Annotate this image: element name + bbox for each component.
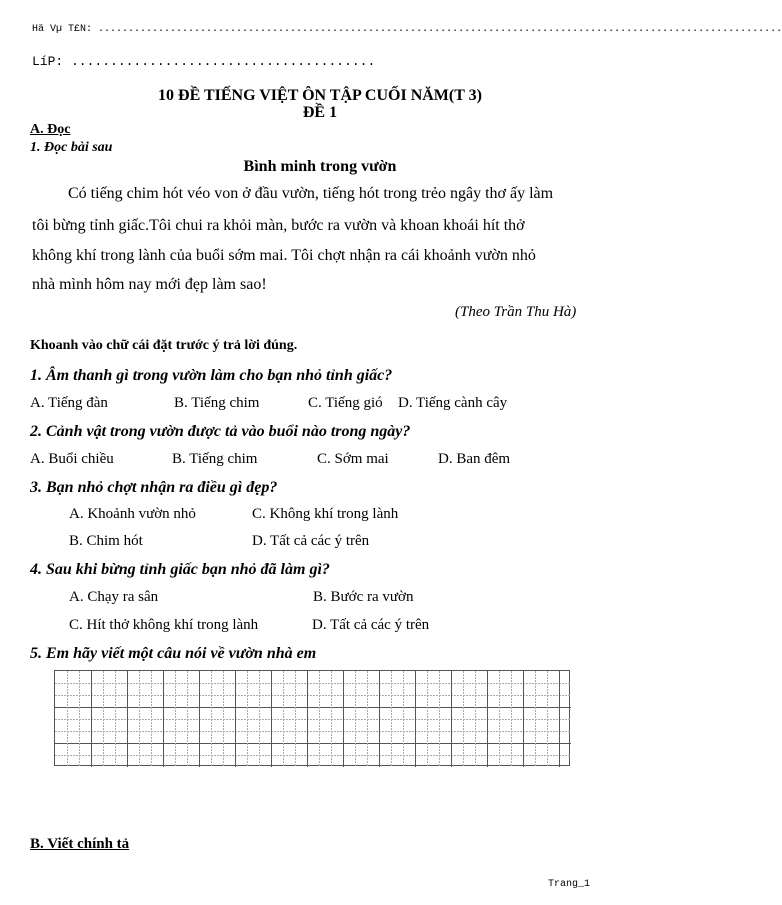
q2-option-c: C. Sớm mai bbox=[317, 451, 389, 467]
question-2: 2. Cảnh vật trong vườn được tả vào buổi nào trong ngày? bbox=[30, 423, 411, 440]
q1-option-c: C. Tiếng gió bbox=[308, 395, 383, 411]
page-number: Trang_1 bbox=[548, 879, 591, 890]
reading-subheading: 1. Đọc bài sau bbox=[30, 140, 113, 155]
writing-grid-lines bbox=[55, 671, 571, 767]
q2-option-a: A. Buổi chiều bbox=[30, 451, 114, 467]
q4-option-b: B. Bước ra vườn bbox=[313, 589, 414, 605]
q3-option-c: C. Không khí trong lành bbox=[252, 506, 399, 522]
class-line: LíP: ....................................... bbox=[32, 54, 376, 69]
passage-line: không khí trong lành của buổi sớm mai. Tôi chợt nhận ra cái khoảnh vườn nhỏ bbox=[32, 247, 536, 264]
q1-option-d: D. Tiếng cành cây bbox=[398, 395, 508, 411]
name-line: Hä Vµ T£N: .................................................................................................................. bbox=[32, 24, 782, 35]
q3-option-a: A. Khoảnh vườn nhỏ bbox=[69, 506, 196, 522]
section-b-heading: B. Viết chính tả bbox=[30, 836, 130, 852]
q4-option-c: C. Hít thở không khí trong lành bbox=[69, 617, 259, 633]
question-1: 1. Âm thanh gì trong vườn làm cho bạn nhỏ tỉnh giấc? bbox=[30, 367, 393, 384]
q3-option-d: D. Tất cả các ý trên bbox=[252, 533, 370, 549]
instruction: Khoanh vào chữ cái đặt trước ý trả lời đúng. bbox=[30, 338, 298, 353]
question-3: 3. Bạn nhỏ chợt nhận ra điều gì đẹp? bbox=[30, 479, 278, 496]
passage-line: Có tiếng chim hót véo von ở đầu vườn, tiếng hót trong trẻo ngây thơ ấy làm bbox=[68, 185, 554, 202]
q4-option-d: D. Tất cả các ý trên bbox=[312, 617, 430, 633]
q1-option-a: A. Tiếng đàn bbox=[30, 395, 108, 411]
test-number: ĐỀ 1 bbox=[302, 104, 338, 121]
writing-grid[interactable] bbox=[54, 670, 570, 766]
passage-source: (Theo Trần Thu Hà) bbox=[455, 304, 577, 320]
passage-title: Bình minh trong vườn bbox=[243, 158, 397, 175]
passage-line: tôi bừng tỉnh giấc.Tôi chui ra khỏi màn, bước ra vườn và khoan khoái hít thở bbox=[32, 217, 525, 234]
q3-option-b: B. Chim hót bbox=[69, 533, 143, 549]
q2-option-b: B. Tiếng chim bbox=[172, 451, 258, 467]
page-title: 10 ĐỀ TIẾNG VIỆT ÔN TẬP CUỐI NĂM(T 3) bbox=[158, 87, 482, 104]
section-a-heading: A. Đọc bbox=[30, 122, 71, 137]
q2-option-d: D. Ban đêm bbox=[438, 451, 511, 467]
q4-option-a: A. Chạy ra sân bbox=[69, 589, 159, 605]
passage-line: nhà mình hôm nay mới đẹp làm sao! bbox=[32, 276, 267, 293]
q1-option-b: B. Tiếng chim bbox=[174, 395, 260, 411]
question-5: 5. Em hãy viết một câu nói về vườn nhà em bbox=[30, 645, 317, 662]
question-4: 4. Sau khi bừng tỉnh giấc bạn nhỏ đã làm gì? bbox=[30, 561, 330, 578]
